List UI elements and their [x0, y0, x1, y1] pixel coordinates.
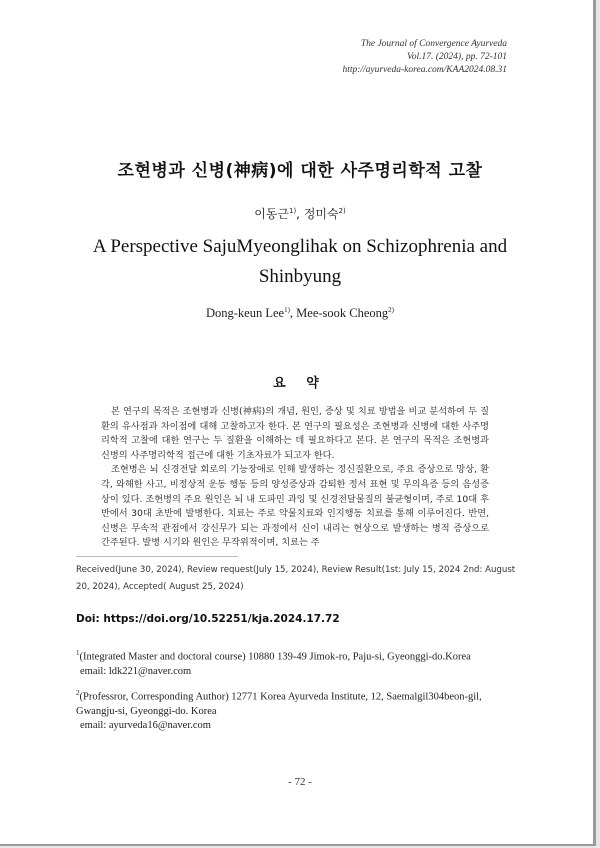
journal-name: The Journal of Convergence Ayurveda — [360, 39, 507, 49]
english-authors — [0, 306, 600, 321]
author1-name-en: Dong-keun Lee — [205, 306, 285, 321]
abstract-paragraph: 조현병은 뇌 신경전달 회로의 기능장애로 인해 발생하는 정신질환으로, 주요 증상으로 망상, 환각, 와해한 사고, 비정상적 운동 행동 등의 양성증상과 감퇴한 정서 표현 및 무의욕증 등의 음성증상이 있다. 조현병의 주요 원인은 뇌 내 도파민 과잉 및 신경전달물질의 불균형이며, 주로 10대 후반에서 30대 초반에 발병한다. 치료는 주로 약물치료와 인지행동 치료를 통해 이루어진다. 반면, 신병은 무속적 관점에서 강신무가 되는 과정에서 신이 내리는 현상으로 발생하는 병적 증상으로 간주된다. 발병 시기와 원인은 무작위적이며, 치료는 주 — [101, 464, 489, 549]
affiliation-email[interactable]: email: ldk221@naver.com — [80, 665, 192, 677]
journal-volume: Vol.17. (2024), pp. 72-101 — [406, 52, 507, 62]
abstract-body — [101, 405, 489, 551]
affiliation-mark: 1 — [76, 649, 80, 657]
author1-mark-kr: 1) — [288, 207, 297, 215]
korean-authors — [0, 205, 600, 222]
affiliation-2 — [76, 686, 520, 733]
affiliation-1 — [76, 646, 520, 679]
journal-url[interactable]: http://ayurveda-korea.com/KAA2024.08.31 — [342, 65, 507, 75]
author1-name-kr: 이동근 — [254, 207, 289, 221]
author-separator-en: , — [289, 306, 297, 321]
affiliation-text: (Professror, Corresponding Author) 12771 Korea Ayurveda Institute, 12, Saemalgil304beon-gil, Gwangju-si, Gyeonggi-do. Korea — [76, 691, 482, 717]
affiliation-email[interactable]: email: ayurveda16@naver.com — [80, 719, 211, 731]
abstract-heading: 요 약 — [273, 376, 327, 391]
author-separator-kr: , — [296, 207, 304, 221]
footnote-divider — [76, 556, 238, 557]
author2-name-en: Mee-sook Cheong — [296, 306, 389, 321]
english-title: A Perspective SajuMyeonglihak on Schizophrenia and Shinbyung — [92, 236, 508, 287]
author2-mark-kr: 2) — [338, 207, 346, 215]
author2-mark-en: 2) — [388, 306, 395, 314]
affiliation-mark: 2 — [76, 689, 80, 697]
author2-name-kr: 정미숙 — [303, 207, 339, 221]
page-number: - 72 - — [288, 776, 312, 788]
abstract-paragraph: 본 연구의 목적은 조현병과 신병(神病)의 개념, 원인, 증상 및 치료 방법을 비교 분석하여 두 질환의 유사점과 차이점에 대해 고찰하고자 한다. 본 연구의 필요성은 조현병과 신병에 대한 사주명리학적 고찰에 대한 연구는 두 질환을 이해하는 데 필요하다고 본다. 본 연구의 목적은 조현병과 신병의 사주명리학적 접근에 대한 기초자료가 되고자 한다. — [101, 406, 489, 461]
doi-link[interactable]: https://doi.org/10.52251/kja.2024.17.72 — [103, 613, 340, 625]
received-dates: Received(June 30, 2024), Review request(July 15, 2024), Review Result(1st: July 15, 2024 2nd: August 20, 2024), Accepted( August 25, 2024) — [76, 565, 516, 592]
doi-line — [76, 613, 340, 625]
journal-header — [342, 38, 507, 77]
author1-mark-en: 1) — [284, 306, 290, 314]
affiliation-text: (Integrated Master and doctoral course) 10880 139-49 Jimok-ro, Paju-si, Gyeonggi-do.Korea — [79, 651, 471, 663]
doi-label: Doi: — [76, 613, 104, 625]
korean-title: 조현병과 신병(神病)에 대한 사주명리학적 고찰 — [117, 161, 483, 181]
